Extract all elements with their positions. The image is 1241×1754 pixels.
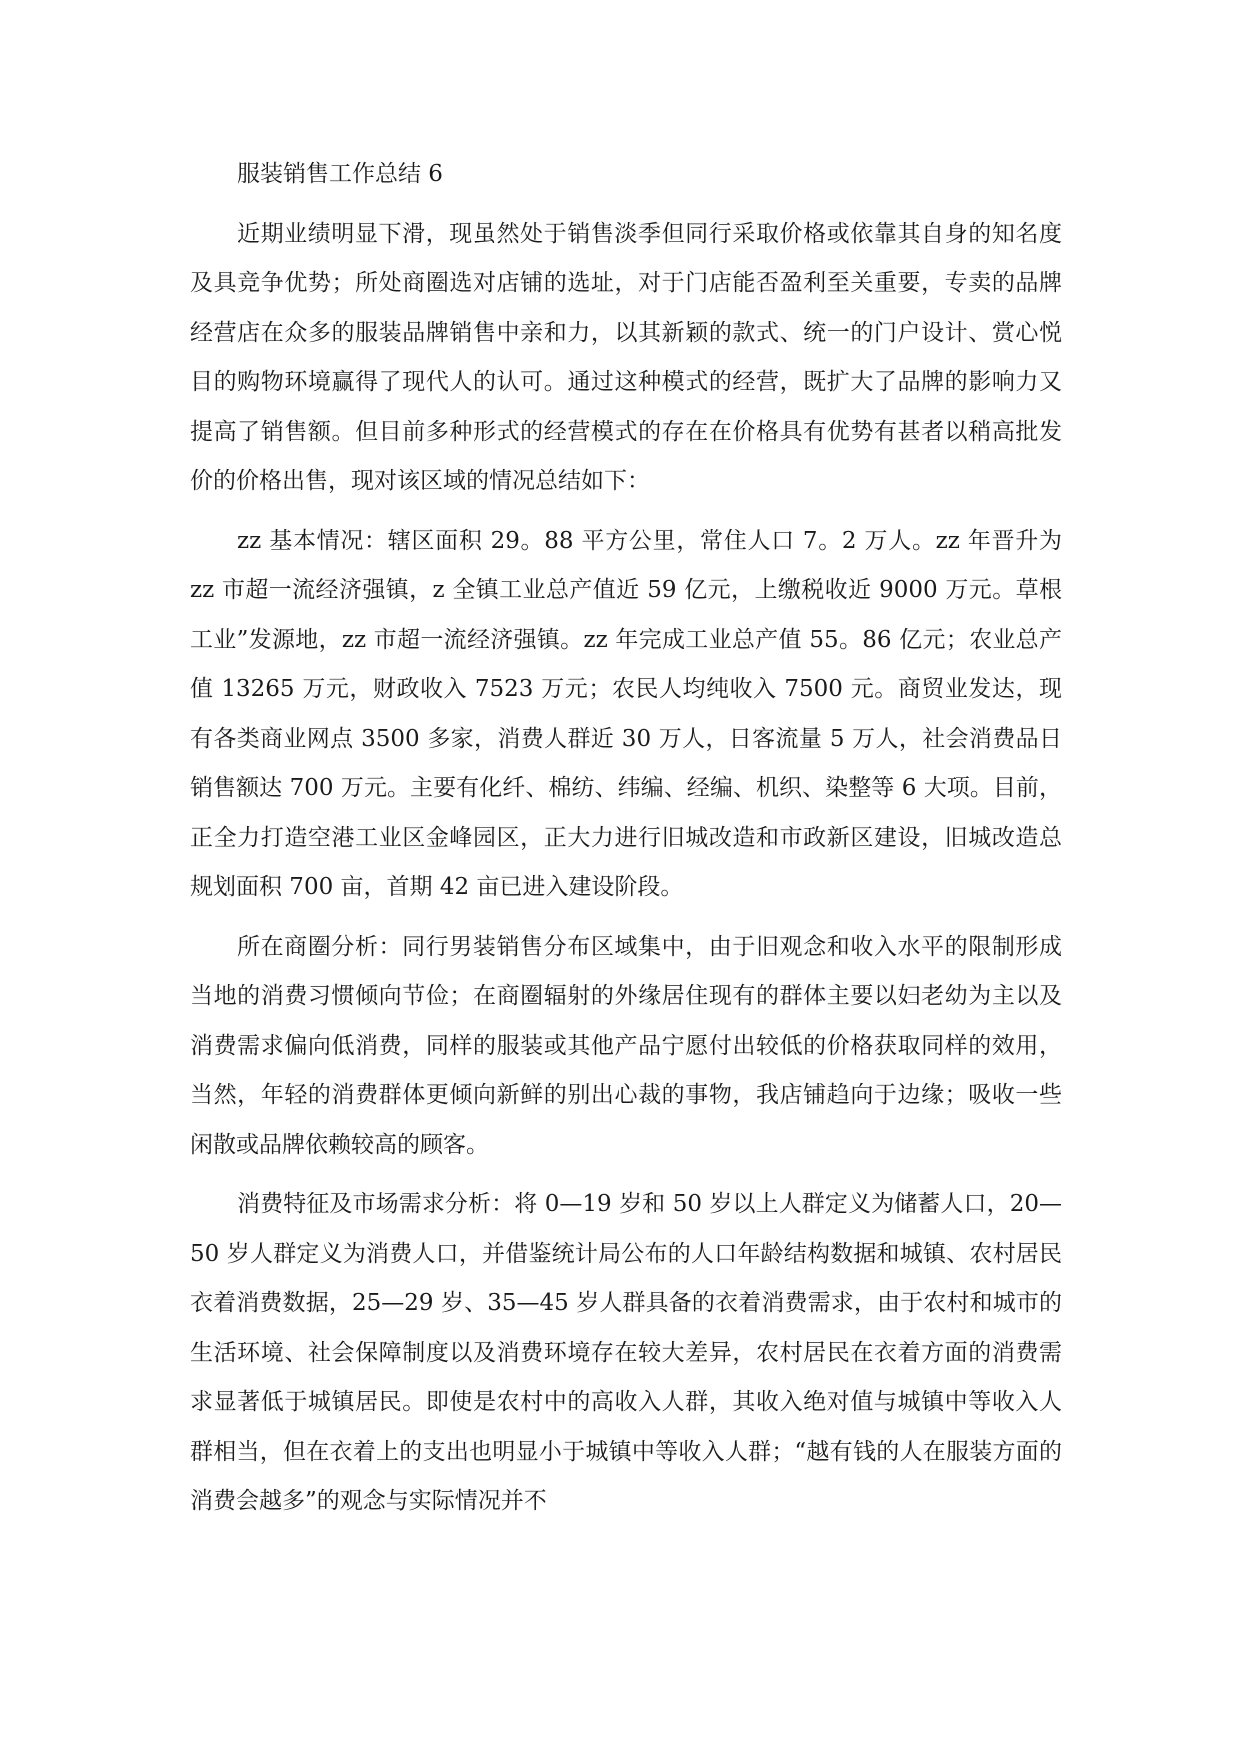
paragraph-basic-info: zz 基本情况：辖区面积 29。88 平方公里，常住人口 7。2 万人。zz 年晋升为 zz 市超一流经济强镇，z 全镇工业总产值近 59 亿元，上缴税收近 9000 万元。草根工业”发源地，zz 市超一流经济强镇。zz 年完成工业总产值 55。86 亿元；农业总产值 13265 万元，财政收入 7523 万元；农民人均纯收入 7500 元。商贸业发达，现有各类商业网点 3500 多家，消费人群近 30 万人，日客流量 5 万人，社会消费品日销售额达 700 万元。主要有化纤、棉纺、纬编、经编、机织、染整等 6 大项。目前，正全力打造空港工业区金峰园区，正大力进行旧城改造和市政新区建设，旧城改造总规划面积 700 亩，首期 42 亩已进入建设阶段。 (190, 527, 1062, 900)
document-title: 服装销售工作总结 6 (237, 161, 443, 187)
paragraph-trade-area: 所在商圈分析：同行男装销售分布区域集中，由于旧观念和收入水平的限制形成当地的消费习惯倾向节俭；在商圈辐射的外缘居住现有的群体主要以妇老幼为主以及消费需求偏向低消费，同样的服装或其他产品宁愿付出较低的价格获取同样的效用，当然，年轻的消费群体更倾向新鲜的别出心裁的事物，我店铺趋向于边缘；吸收一些闲散或品牌依赖较高的顾客。 (190, 933, 1062, 1158)
paragraph-consumer-analysis: 消费特征及市场需求分析：将 0—19 岁和 50 岁以上人群定义为储蓄人口，20—50 岁人群定义为消费人口，并借鉴统计局公布的人口年龄结构数据和城镇、农村居民衣着消费数据，25—29 岁、35—45 岁人群具备的衣着消费需求，由于农村和城市的生活环境、社会保障制度以及消费环境存在较大差异，农村居民在衣着方面的消费需求显著低于城镇居民。即使是农村中的高收入人群，其收入绝对值与城镇中等收入人群相当，但在衣着上的支出也明显小于城镇中等收入人群；“越有钱的人在服装方面的消费会越多”的观念与实际情况并不 (190, 1191, 1062, 1514)
document-body (190, 150, 1062, 1537)
paragraph-intro: 近期业绩明显下滑，现虽然处于销售淡季但同行采取价格或依靠其自身的知名度及具竞争优势；所处商圈选对店铺的选址，对于门店能否盈利至关重要，专卖的品牌经营店在众多的服装品牌销售中亲和力，以其新颖的款式、统一的门户设计、赏心悦目的购物环境赢得了现代人的认可。通过这种模式的经营，既扩大了品牌的影响力又提高了销售额。但目前多种形式的经营模式的存在在价格具有优势有甚者以稍高批发价的价格出售，现对该区域的情况总结如下： (190, 220, 1062, 494)
